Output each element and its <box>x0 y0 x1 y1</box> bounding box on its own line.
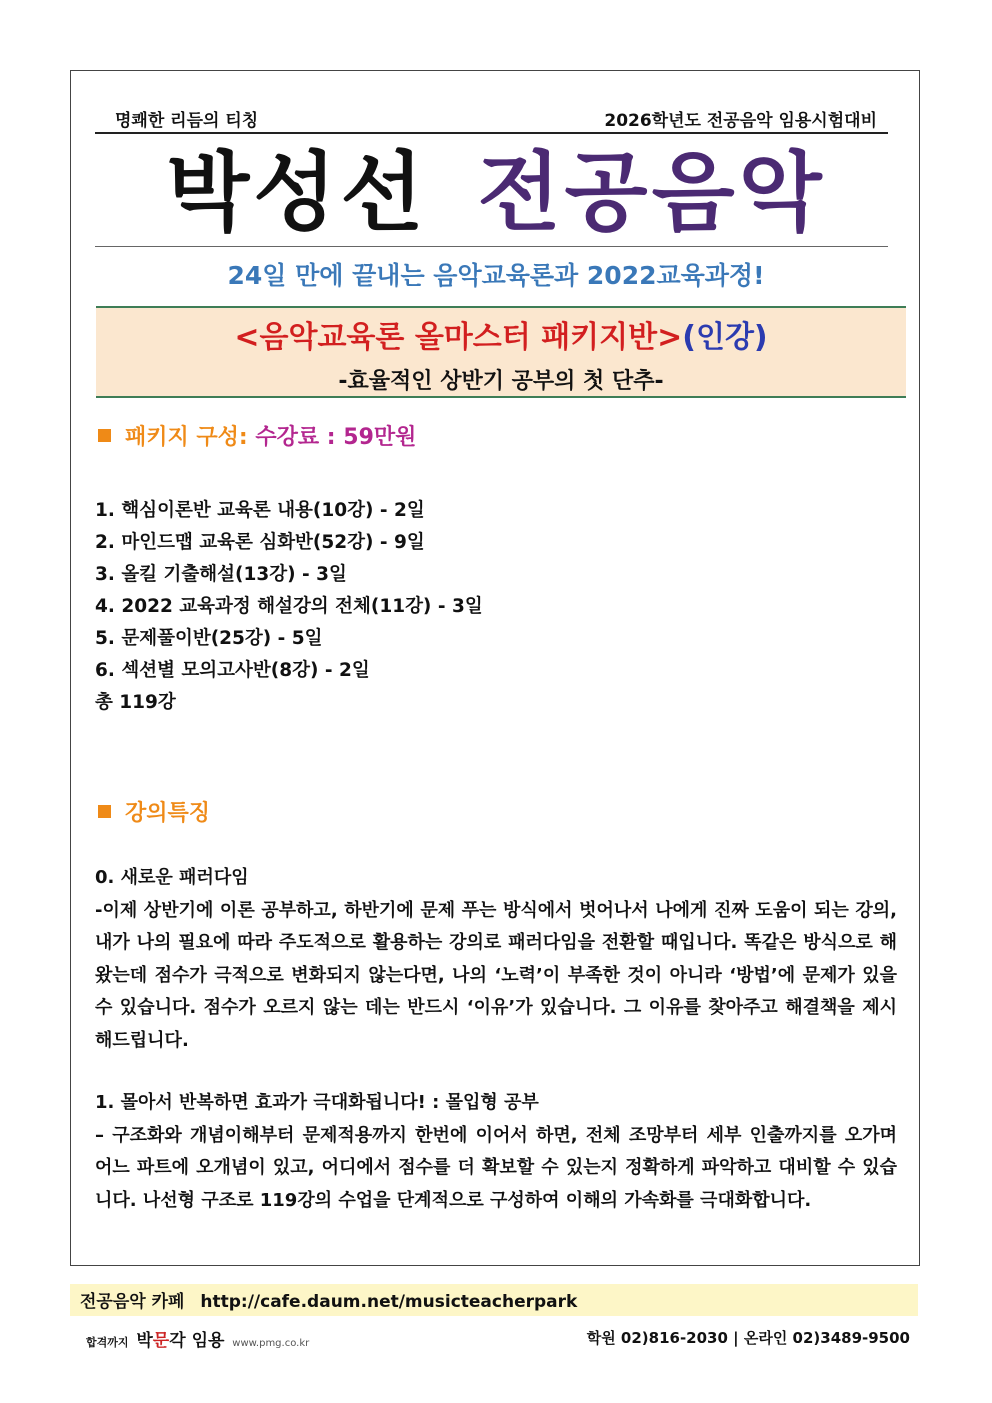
subject-name: 전공음악 <box>477 143 826 243</box>
list-item: 5. 문제풀이반(25강) - 5일 <box>95 628 323 649</box>
package-heading <box>98 420 416 451</box>
list-item: 6. 섹션별 모의고사반(8강) - 2일 <box>95 660 370 681</box>
cafe-bar <box>70 1284 918 1316</box>
page-title <box>0 138 992 248</box>
list-item: 2. 마인드맵 교육론 심화반(52강) - 9일 <box>95 532 425 553</box>
features-heading-label: 강의특징 <box>125 801 211 826</box>
publisher-logo <box>86 1326 309 1351</box>
feature-title: 0. 새로운 패러다임 <box>95 867 249 888</box>
cafe-link[interactable]: http://cafe.daum.net/musicteacherpark <box>200 1292 578 1312</box>
header-tagline: 명쾌한 리듬의 티칭 <box>115 111 259 131</box>
publisher-site[interactable]: www.pmg.co.kr <box>232 1338 310 1349</box>
feature-block <box>95 862 897 1057</box>
banner-course-name: <음악교육론 올마스터 패키지반> <box>234 320 683 355</box>
contact-info: 학원 02)816-2030 | 온라인 02)3489-9500 <box>586 1329 910 1347</box>
publisher-slogan: 합격까지 <box>86 1336 129 1349</box>
feature-block <box>95 1087 897 1217</box>
banner-course-tag: (인강) <box>682 320 768 355</box>
banner-title <box>96 312 906 356</box>
subtitle: 24일 만에 끝내는 음악교육론과 2022교육과정! <box>227 261 765 290</box>
package-list <box>95 495 483 719</box>
course-banner <box>96 306 906 398</box>
feature-title: 1. 몰아서 반복하면 효과가 극대화됩니다! : 몰입형 공부 <box>95 1092 539 1113</box>
package-heading-label: 패키지 구성: <box>125 425 256 450</box>
header-exam-label: 2026학년도 전공음악 임용시험대비 <box>604 111 877 131</box>
brand-char: 각 <box>169 1331 186 1351</box>
list-total: 총 119강 <box>95 692 176 713</box>
feature-body: – 구조화와 개념이해부터 문제적용까지 한번에 이어서 하면, 전체 조망부터 세부 인출까지를 오가며 어느 파트에 오개념이 있고, 어디에서 점수를 더 확보할 수 있는지 정확하게 파악하고 대비할 수 있습니다. 나선형 구조로 119강의 수업을 단계적으로 구성하여 이해의 가속화를 극대화합니다. <box>95 1124 897 1211</box>
publisher-brand <box>136 1331 224 1351</box>
square-bullet-icon <box>98 805 111 818</box>
brand-word: 임용 <box>191 1331 225 1351</box>
package-price: 수강료 : 59만원 <box>255 425 417 450</box>
list-item: 4. 2022 교육과정 해설강의 전체(11강) - 3일 <box>95 596 483 617</box>
cafe-label: 전공음악 카페 <box>80 1292 185 1312</box>
title-divider <box>95 246 888 247</box>
brand-char: 박 <box>136 1331 153 1351</box>
brand-char-highlight: 문 <box>152 1331 170 1351</box>
square-bullet-icon <box>98 429 111 442</box>
list-item: 3. 올킬 기출해설(13강) - 3일 <box>95 564 347 585</box>
banner-subtitle: -효율적인 상반기 공부의 첫 단추- <box>338 369 664 394</box>
header-divider <box>95 132 888 134</box>
instructor-name: 박성선 <box>166 143 428 243</box>
features-heading <box>98 796 210 827</box>
list-item: 1. 핵심이론반 교육론 내용(10강) - 2일 <box>95 500 425 521</box>
feature-body: -이제 상반기에 이론 공부하고, 하반기에 문제 푸는 방식에서 벗어나서 나에게 진짜 도움이 되는 강의, 내가 나의 필요에 따라 주도적으로 활용하는 강의로 패러다임을 전환할 때입니다. 똑같은 방식으로 해왔는데 점수가 극적으로 변화되지 않는다면, 나의 ‘노력’이 부족한 것이 아니라 ‘방법’에 문제가 있을 수 있습니다. 점수가 오르지 않는 데는 반드시 ‘이유’가 있습니다. 그 이유를 찾아주고 해결책을 제시해드립니다. <box>95 899 897 1051</box>
